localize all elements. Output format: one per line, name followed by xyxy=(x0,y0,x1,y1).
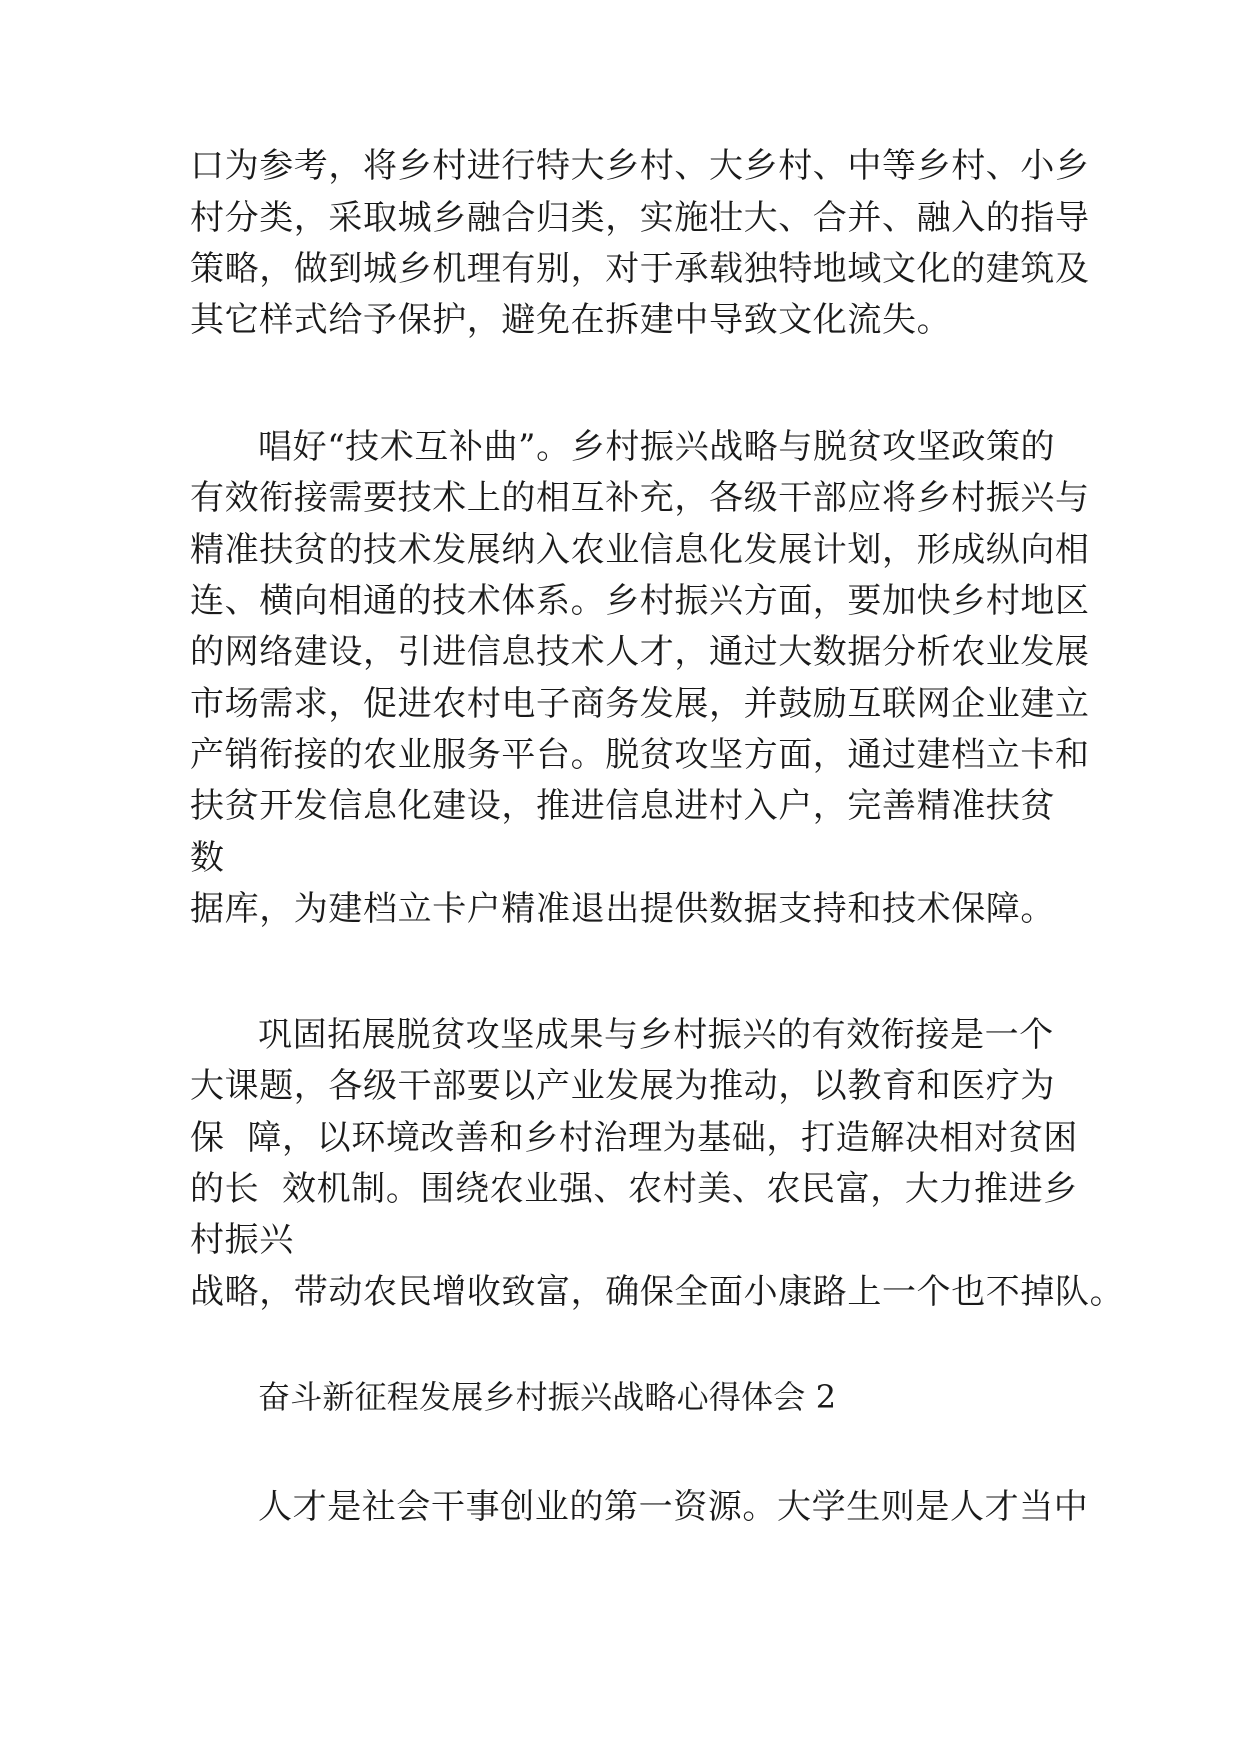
paragraph-3-line-4: 的长 效机制。围绕农业强、农村美、农民富，大力推进乡 xyxy=(190,1169,1078,1209)
paragraph-3-line-3: 保 障，以环境改善和乡村治理为基础，打造解决相对贫困 xyxy=(190,1118,1078,1158)
paragraph-1-line-3: 策略，做到城乡机理有别，对于承载独特地域文化的建筑及 xyxy=(190,249,1090,289)
paragraph-1-line-2: 村分类，采取城乡融合归类，实施壮大、合并、融入的指导 xyxy=(190,198,1090,238)
paragraph-3-line-2: 大课题，各级干部要以产业发展为推动，以教育和医疗为 xyxy=(190,1066,1055,1106)
paragraph-2-line-7: 产销衔接的农业服务平台。脱贫攻坚方面，通过建档立卡和 xyxy=(190,735,1090,775)
paragraph-2-line-2: 有效衔接需要技术上的相互补充，各级干部应将乡村振兴与 xyxy=(190,478,1090,518)
paragraph-2-line-9: 数 xyxy=(190,838,225,878)
paragraph-1-line-1: 口为参考，将乡村进行特大乡村、大乡村、中等乡村、小乡 xyxy=(190,146,1090,186)
paragraph-2-line-4: 连、横向相通的技术体系。乡村振兴方面，要加快乡村地区 xyxy=(190,581,1090,621)
paragraph-3-line-1: 巩固拓展脱贫攻坚成果与乡村振兴的有效衔接是一个 xyxy=(258,1015,1054,1055)
paragraph-2-line-3: 精准扶贫的技术发展纳入农业信息化发展计划，形成纵向相 xyxy=(190,530,1090,570)
section-heading: 奋斗新征程发展乡村振兴战略心得体会 2 xyxy=(258,1378,837,1416)
paragraph-3-line-6: 战略，带动农民增收致富，确保全面小康路上一个也不掉队。 xyxy=(190,1272,1125,1312)
paragraph-2-line-1: 唱好“技术互补曲”。乡村振兴战略与脱贫攻坚政策的 xyxy=(258,427,1056,467)
paragraph-2-line-6: 市场需求，促进农村电子商务发展，并鼓励互联网企业建立 xyxy=(190,684,1090,724)
paragraph-1-line-4: 其它样式给予保护，避免在拆建中导致文化流失。 xyxy=(190,300,952,340)
paragraph-2-line-5: 的网络建设，引进信息技术人才，通过大数据分析农业发展 xyxy=(190,632,1090,672)
paragraph-3-line-5: 村振兴 xyxy=(190,1220,294,1260)
paragraph-4-line-1: 人才是社会干事创业的第一资源。大学生则是人才当中 xyxy=(258,1487,1089,1527)
paragraph-2-line-8: 扶贫开发信息化建设，推进信息进村入户，完善精准扶贫 xyxy=(190,786,1055,826)
paragraph-2-line-10: 据库，为建档立卡户精准退出提供数据支持和技术保障。 xyxy=(190,889,1055,929)
